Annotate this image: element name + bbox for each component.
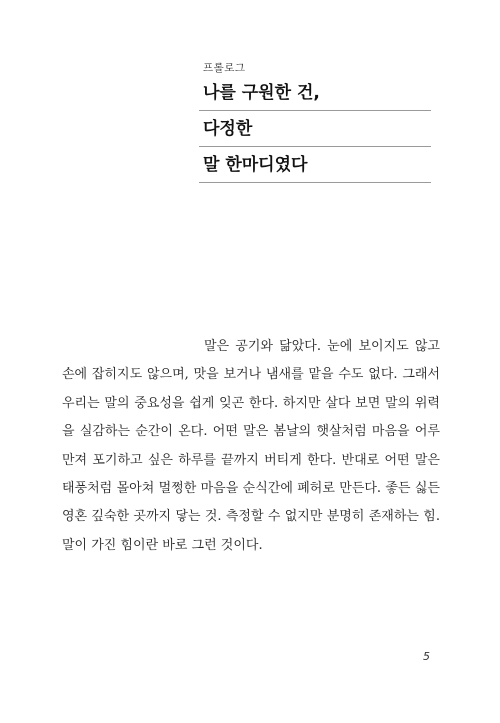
section-label: 프롤로그 [203,62,246,74]
body-paragraph: 말은 공기와 닮았다. 눈에 보이지도 않고 손에 잡히지도 않으며, 맛을 보거나 냄새를 맡을 수도 없다. 그래서 우리는 말의 중요성을 쉽게 잊곤 한다. 하지만 살다 보면 말의 위력을 실감하는 순간이 온다. 어떤 말은 봄날의 햇살처럼 마음을 어루만져 포기하고 싶은 하루를 끝까지 버티게 한다. 반대로 어떤 말은 태풍처럼 몰아쳐 멀쩡한 마음을 순식간에 폐허로 만든다. 좋든 싫든 영혼 깊숙한 곳까지 닿는 것. 측정할 수 없지만 분명히 존재하는 힘. 말이 가진 힘이란 바로 그런 것이다. [62,339,440,553]
title-line-1: 나를 구원한 건, [199,81,431,111]
title-line-2: 다정한 [199,117,431,147]
page-number: 5 [423,650,430,663]
chapter-title [199,81,431,189]
title-line-3: 말 한마디였다 [199,153,431,183]
